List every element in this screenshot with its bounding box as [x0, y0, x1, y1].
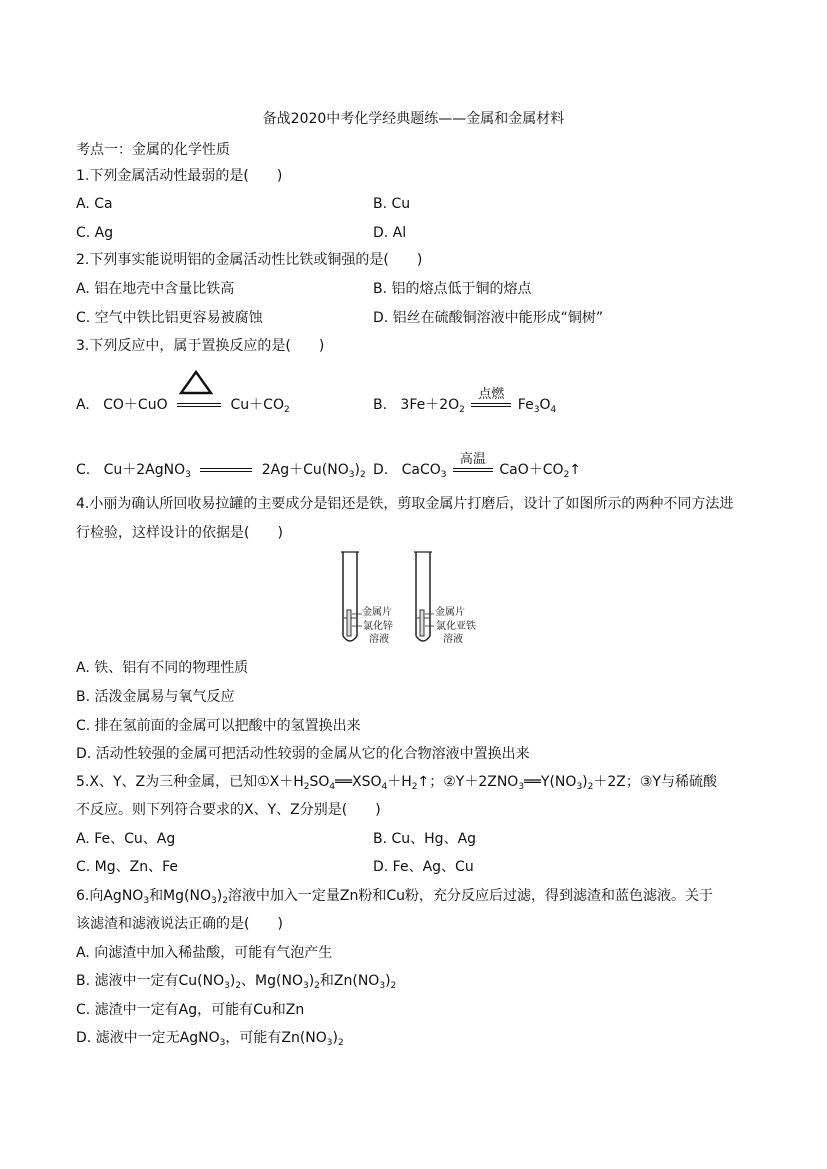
q3-b-label: B. — [373, 397, 388, 413]
q3-b-products: Fe — [517, 397, 534, 413]
q5-stem-part: ＋2Z；③Y与稀硫酸 — [593, 774, 717, 790]
q3-d-label: D. — [373, 462, 389, 478]
test-tubes-figure — [328, 546, 488, 650]
subscript: 2 — [283, 405, 290, 415]
subscript: 3 — [533, 405, 540, 415]
subscript: 2 — [563, 470, 570, 480]
q6-stem-part: 6.向AgNO — [76, 888, 144, 904]
subscript: 3 — [379, 981, 386, 991]
q6-b-part: 、Mg(NO — [241, 973, 303, 989]
q6-stem-part: 和Mg(NO — [149, 888, 211, 904]
q3-option-b[interactable] — [373, 387, 557, 415]
left-tube-label-metal: 金属片 — [362, 607, 392, 618]
question-5-stem-line2: 不反应。则下列符合要求的X、Y、Z分别是( ) — [76, 802, 381, 818]
question-2-stem: 2.下列事实能说明铝的金属活动性比铁或铜强的是( ) — [76, 252, 423, 268]
q3-a-label: A. — [76, 397, 90, 413]
q6-option-b[interactable] — [76, 972, 396, 990]
q2-option-a[interactable]: A. 铝在地壳中含量比铁高 — [76, 281, 235, 297]
q3-d-equals-sign — [453, 452, 493, 472]
q3-c-paren: ) — [354, 462, 360, 478]
subscript: 2 — [390, 981, 397, 991]
q4-option-c[interactable]: C. 排在氢前面的金属可以把酸中的氢置换出来 — [76, 718, 361, 734]
q5-stem-part: ↑；②Y＋2ZNO — [417, 774, 519, 790]
subscript: 3 — [348, 470, 355, 480]
q1-option-c[interactable]: C. Ag — [76, 225, 114, 241]
left-test-tube — [341, 552, 362, 641]
q6-b-part: B. 滤液中一定有Cu(NO — [76, 973, 225, 989]
subscript: 3 — [210, 896, 217, 906]
q6-b-part: 和Zn(NO — [319, 973, 380, 989]
q3-c-equals-sign — [200, 468, 252, 472]
subscript: 2 — [411, 782, 418, 792]
subscript: 2 — [303, 782, 310, 792]
q5-option-b[interactable]: B. Cu、Hg、Ag — [373, 831, 477, 847]
question-5-stem-line1 — [76, 773, 717, 791]
section-heading: 考点一：金属的化学性质 — [76, 142, 230, 158]
q3-option-d[interactable] — [373, 452, 582, 480]
q5-stem-part: 5.X、Y、Z为三种金属，已知①X＋H — [76, 774, 304, 790]
q6-b-part: ) — [308, 973, 315, 989]
q6-b-part: ) — [385, 973, 391, 989]
q5-option-a[interactable]: A. Fe、Cu、Ag — [76, 831, 176, 847]
subscript: 4 — [329, 782, 336, 792]
question-1-stem: 1.下列金属活动性最弱的是( ) — [76, 168, 283, 184]
subscript: 4 — [381, 782, 388, 792]
q5-stem-part: ══Y(NO — [524, 774, 577, 790]
q1-option-a[interactable]: A. Ca — [76, 196, 113, 212]
q3-d-reactants: CaCO — [401, 462, 441, 478]
q3-a-products: Cu＋CO — [230, 397, 284, 413]
subscript: 4 — [550, 405, 557, 415]
subscript: 3 — [302, 981, 309, 991]
q3-b-condition: 点燃 — [478, 387, 505, 402]
q6-stem-part: ) — [216, 888, 223, 904]
question-4-stem-line1: 4.小丽为确认所回收易拉罐的主要成分是铝还是铁，剪取金属片打磨后，设计了如图所示的两种不同方法进 — [76, 496, 734, 512]
subscript: 3 — [143, 896, 150, 906]
subscript: 3 — [440, 470, 447, 480]
q3-option-a[interactable] — [76, 396, 290, 414]
q1-option-b[interactable]: B. Cu — [373, 196, 411, 212]
right-tube-label-solution: 氯化亚铁 — [436, 621, 476, 632]
q2-option-d[interactable]: D. 铝丝在硫酸铜溶液中能形成“铜树” — [373, 310, 604, 326]
subscript: 3 — [224, 981, 230, 991]
q3-b-o: O — [539, 397, 551, 413]
subscript: 2 — [459, 405, 465, 415]
subscript: 2 — [314, 981, 320, 991]
q6-b-part: ) — [229, 973, 236, 989]
right-tube-label-metal: 金属片 — [435, 607, 465, 618]
q1-option-d[interactable]: D. Al — [373, 225, 407, 241]
q4-option-a[interactable]: A. 铁、铝有不同的物理性质 — [76, 660, 249, 676]
q5-option-d[interactable]: D. Fe、Ag、Cu — [373, 859, 474, 875]
subscript: 2 — [235, 981, 242, 991]
subscript: 2 — [338, 1038, 344, 1048]
right-tube-label-liquid: 溶液 — [443, 634, 463, 645]
q6-option-d[interactable] — [76, 1029, 344, 1047]
question-6-stem-line1 — [76, 887, 713, 905]
q2-option-b[interactable]: B. 铝的熔点低于铜的熔点 — [373, 281, 532, 297]
left-tube-label-liquid: 溶液 — [369, 634, 389, 645]
subscript: 2 — [359, 470, 366, 480]
subscript: 3 — [518, 782, 525, 792]
q6-d-part: D. 滤液中一定无AgNO — [76, 1030, 220, 1046]
q3-d-condition: 高温 — [459, 452, 486, 467]
q6-d-part: ，可能有Zn(NO — [225, 1030, 327, 1046]
q4-option-d[interactable]: D. 活动性较强的金属可把活动性较弱的金属从它的化合物溶液中置换出来 — [76, 746, 530, 762]
q3-d-arrow: ↑ — [569, 462, 582, 478]
left-tube-label-solution: 氯化锌 — [363, 621, 393, 632]
subscript: 3 — [326, 1038, 333, 1048]
q3-d-products: CaO＋CO — [499, 462, 564, 478]
q3-b-equals-sign — [471, 387, 511, 407]
subscript: 3 — [185, 470, 191, 480]
q3-c-label: C. — [76, 462, 91, 478]
q5-stem-part: ) — [582, 774, 588, 790]
q5-option-c[interactable]: C. Mg、Zn、Fe — [76, 859, 179, 875]
subscript: 2 — [222, 896, 228, 906]
heat-triangle-icon — [178, 370, 214, 396]
q5-stem-part: SO — [309, 774, 330, 790]
q3-a-equals-sign — [177, 403, 221, 407]
question-4-stem-line2: 行检验，这样设计的依据是( ) — [76, 525, 283, 541]
q4-option-b[interactable]: B. 活泼金属易与氧气反应 — [76, 689, 235, 705]
q5-stem-part: ＋H — [387, 774, 412, 790]
q6-d-part: ) — [332, 1030, 338, 1046]
q6-stem-part: 溶液中加入一定量Zn粉和Cu粉，充分反应后过滤，得到滤渣和蓝色滤液。关于 — [227, 888, 714, 904]
q6-option-c[interactable]: C. 滤渣中一定有Ag，可能有Cu和Zn — [76, 1002, 305, 1018]
subscript: 2 — [587, 782, 594, 792]
q3-c-products: 2Ag＋Cu(NO — [261, 462, 349, 478]
subscript: 3 — [576, 782, 583, 792]
question-3-stem: 3.下列反应中，属于置换反应的是( ) — [76, 338, 325, 354]
page-title: 备战2020中考化学经典题练——金属和金属材料 — [262, 111, 565, 127]
right-test-tube — [414, 552, 434, 641]
q5-stem-part: ══XSO — [335, 774, 382, 790]
q3-a-reactants: CO＋CuO — [103, 397, 168, 413]
q2-option-c[interactable]: C. 空气中铁比铝更容易被腐蚀 — [76, 310, 263, 326]
q3-b-reactants: 3Fe＋2O — [400, 397, 460, 413]
question-6-stem-line2: 该滤渣和滤液说法正确的是( ) — [76, 916, 283, 932]
q3-c-reactants: Cu＋2AgNO — [103, 462, 186, 478]
q3-option-c[interactable] — [76, 461, 366, 479]
q6-option-a[interactable]: A. 向滤渣中加入稀盐酸，可能有气泡产生 — [76, 945, 333, 961]
subscript: 3 — [219, 1038, 226, 1048]
